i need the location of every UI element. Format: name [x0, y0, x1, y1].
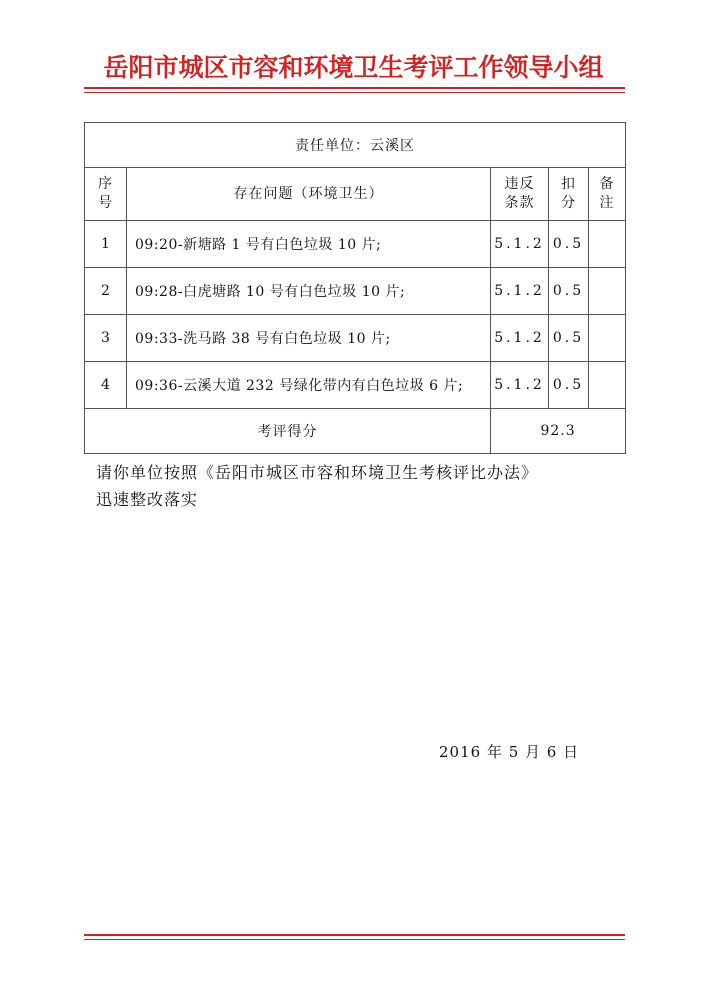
row-note: [589, 315, 626, 362]
row-points: 0.5: [549, 221, 589, 268]
row-number: 3: [85, 315, 127, 362]
row-issue: 09:28-白虎塘路 10 号有白色垃圾 10 片;: [127, 268, 491, 315]
header-divider-thick: [84, 87, 625, 89]
row-points: 0.5: [549, 362, 589, 409]
inspection-table: [84, 122, 626, 454]
instruction-line-2: 迅速整改落实: [96, 490, 199, 509]
instruction-line-1: 请你单位按照《岳阳市城区市容和环境卫生考核评比办法》: [96, 463, 539, 482]
responsible-unit: 责任单位：云溪区: [85, 123, 626, 168]
row-points: 0.5: [549, 315, 589, 362]
row-number: 1: [85, 221, 127, 268]
row-note: [589, 268, 626, 315]
column-header-number: 序 号: [85, 168, 127, 221]
score-value: 92.3: [491, 409, 626, 454]
footer-divider-thick: [84, 934, 625, 936]
instruction-text: [96, 459, 538, 513]
row-number: 4: [85, 362, 127, 409]
table-row: [85, 315, 626, 362]
table-row: [85, 362, 626, 409]
column-header-note: 备 注: [589, 168, 626, 221]
row-rule: 5.1.2: [491, 362, 549, 409]
row-issue: 09:20-新塘路 1 号有白色垃圾 10 片;: [127, 221, 491, 268]
table-row: [85, 221, 626, 268]
row-issue: 09:33-洗马路 38 号有白色垃圾 10 片;: [127, 315, 491, 362]
row-issue: 09:36-云溪大道 232 号绿化带内有白色垃圾 6 片;: [127, 362, 491, 409]
row-rule: 5.1.2: [491, 221, 549, 268]
row-rule: 5.1.2: [491, 268, 549, 315]
document-date: 2016 年 5 月 6 日: [439, 743, 580, 761]
row-number: 2: [85, 268, 127, 315]
score-row: [85, 409, 626, 454]
score-label: 考评得分: [85, 409, 491, 454]
header-divider-thin: [84, 92, 625, 93]
footer-divider-thin: [84, 939, 625, 940]
unit-row: [85, 123, 626, 168]
row-note: [589, 221, 626, 268]
column-header-rule: 违反 条款: [491, 168, 549, 221]
document-title: 岳阳市城区市容和环境卫生考评工作领导小组: [103, 53, 604, 82]
row-points: 0.5: [549, 268, 589, 315]
table-row: [85, 268, 626, 315]
row-note: [589, 362, 626, 409]
table-header-row: [85, 168, 626, 221]
column-header-issue: 存在问题（环境卫生）: [127, 168, 491, 221]
column-header-points: 扣 分: [549, 168, 589, 221]
row-rule: 5.1.2: [491, 315, 549, 362]
